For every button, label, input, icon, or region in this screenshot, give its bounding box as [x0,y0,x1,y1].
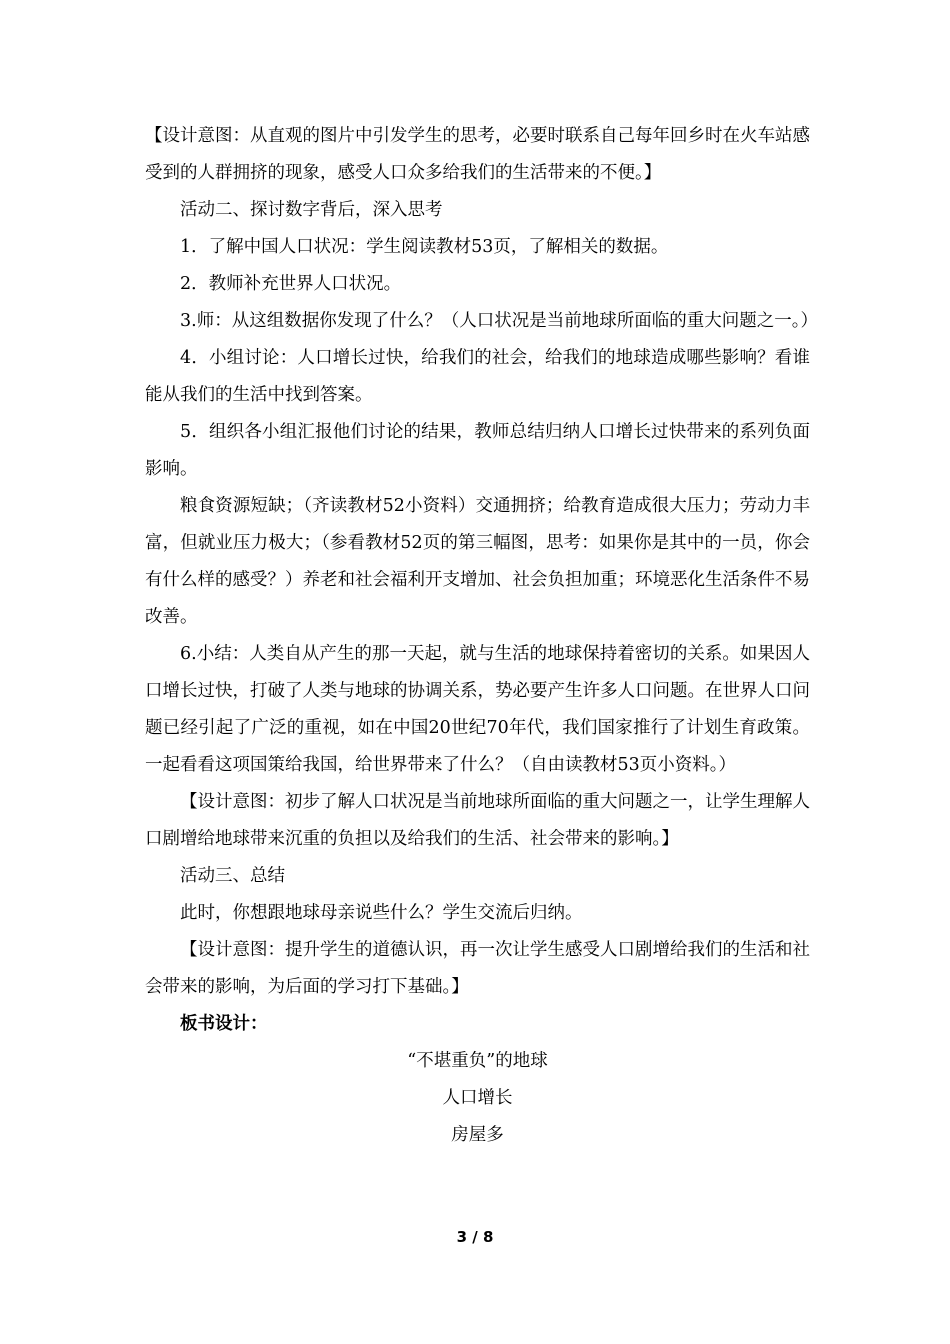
design-intent-paragraph-1: 【设计意图：从直观的图片中引发学生的思考，必要时联系自己每年回乡时在火车站感受到的人群拥挤的现象，感受人口众多给我们的生活带来的不便。】 [145,126,810,183]
body-text [145,118,818,1154]
step-6-summary-paragraph: 6.小结：人类自从产生的那一天起，就与生活的地球保持着密切的关系。如果因人口增长过快，打破了人类与地球的协调关系，势必要产生许多人口问题。在世界人口问题已经引起了广泛的重视，如在中国20世纪70年代，我们国家推行了计划生育政策。一起看看这项国策给我国，给世界带来了什么？（自由读教材53页小资料。） [145,644,810,775]
step-3-paragraph: 3.师：从这组数据你发现了什么？（人口状况是当前地球所面临的重大问题之一。） [180,311,818,331]
reflection-paragraph: 此时，你想跟地球母亲说些什么？学生交流后归纳。 [180,903,583,923]
board-design-line-housing: 房屋多 [451,1125,504,1145]
step-5-paragraph: 5．组织各小组汇报他们讨论的结果，教师总结归纳人口增长过快带来的系列负面影响。 [145,422,810,479]
design-intent-paragraph-3: 【设计意图：提升学生的道德认识，再一次让学生感受人口剧增给我们的生活和社会带来的影响，为后面的学习打下基础。】 [145,940,810,997]
step-4-paragraph: 4．小组讨论：人口增长过快，给我们的社会，给我们的地球造成哪些影响？看谁能从我们的生活中找到答案。 [145,348,810,405]
board-design-heading: 板书设计： [180,1014,268,1034]
board-design-line-title: “不堪重负”的地球 [407,1051,548,1071]
activity-two-heading: 活动二、探讨数字背后，深入思考 [180,200,443,220]
step-2-paragraph: 2．教师补充世界人口状况。 [180,274,402,294]
negative-effects-paragraph: 粮食资源短缺；（齐读教材52小资料）交通拥挤；给教育造成很大压力；劳动力丰富，但就业压力极大；（参看教材52页的第三幅图，思考：如果你是其中的一员，你会有什么样的感受？）养老和社会福利开支增加、社会负担加重；环境恶化生活条件不易改善。 [145,496,810,627]
page-number: 3 / 8 [456,1228,494,1246]
design-intent-paragraph-2: 【设计意图：初步了解人口状况是当前地球所面临的重大问题之一，让学生理解人口剧增给地球带来沉重的负担以及给我们的生活、社会带来的影响。】 [145,792,810,849]
board-design-line-population: 人口增长 [442,1088,513,1108]
step-1-paragraph: 1．了解中国人口状况：学生阅读教材53页，了解相关的数据。 [180,237,669,257]
activity-three-heading: 活动三、总结 [180,866,285,886]
